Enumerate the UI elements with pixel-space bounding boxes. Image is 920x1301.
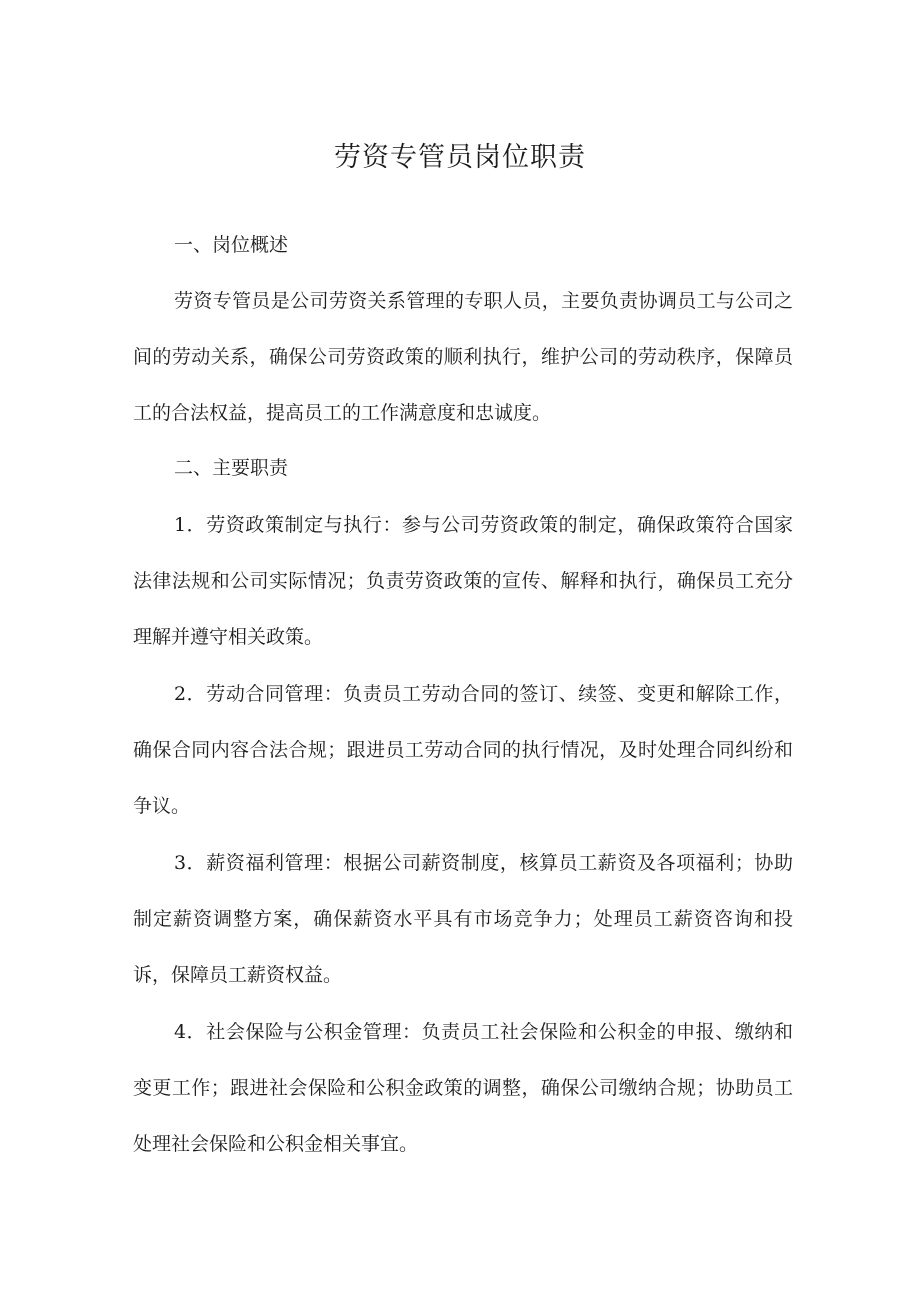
paragraph-overview: 劳资专管员是公司劳资关系管理的专职人员，主要负责协调员工与公司之间的劳动关系，确保公司劳资政策的顺利执行，维护公司的劳动秩序，保障员工的合法权益，提高员工的工作满意度和忠诚度。 (133, 290, 793, 424)
paragraph-duty-2: 2．劳动合同管理：负责员工劳动合同的签订、续签、变更和解除工作，确保合同内容合法合规；跟进员工劳动合同的执行情况，及时处理合同纠纷和争议。 (133, 683, 793, 817)
section-heading-duties: 二、主要职责 (174, 457, 289, 479)
paragraph-duty-1: 1．劳资政策制定与执行：参与公司劳资政策的制定，确保政策符合国家法律法规和公司实际情况；负责劳资政策的宣传、解释和执行，确保员工充分理解并遵守相关政策。 (133, 514, 793, 648)
section-heading-overview: 一、岗位概述 (174, 234, 289, 256)
document-title: 劳资专管员岗位职责 (334, 142, 586, 173)
paragraph-duty-3: 3．薪资福利管理：根据公司薪资制度，核算员工薪资及各项福利；协助制定薪资调整方案，确保薪资水平具有市场竞争力；处理员工薪资咨询和投诉，保障员工薪资权益。 (133, 852, 793, 986)
paragraph-duty-4: 4．社会保险与公积金管理：负责员工社会保险和公积金的申报、缴纳和变更工作；跟进社会保险和公积金政策的调整，确保公司缴纳合规；协助员工处理社会保险和公积金相关事宜。 (133, 1021, 793, 1155)
